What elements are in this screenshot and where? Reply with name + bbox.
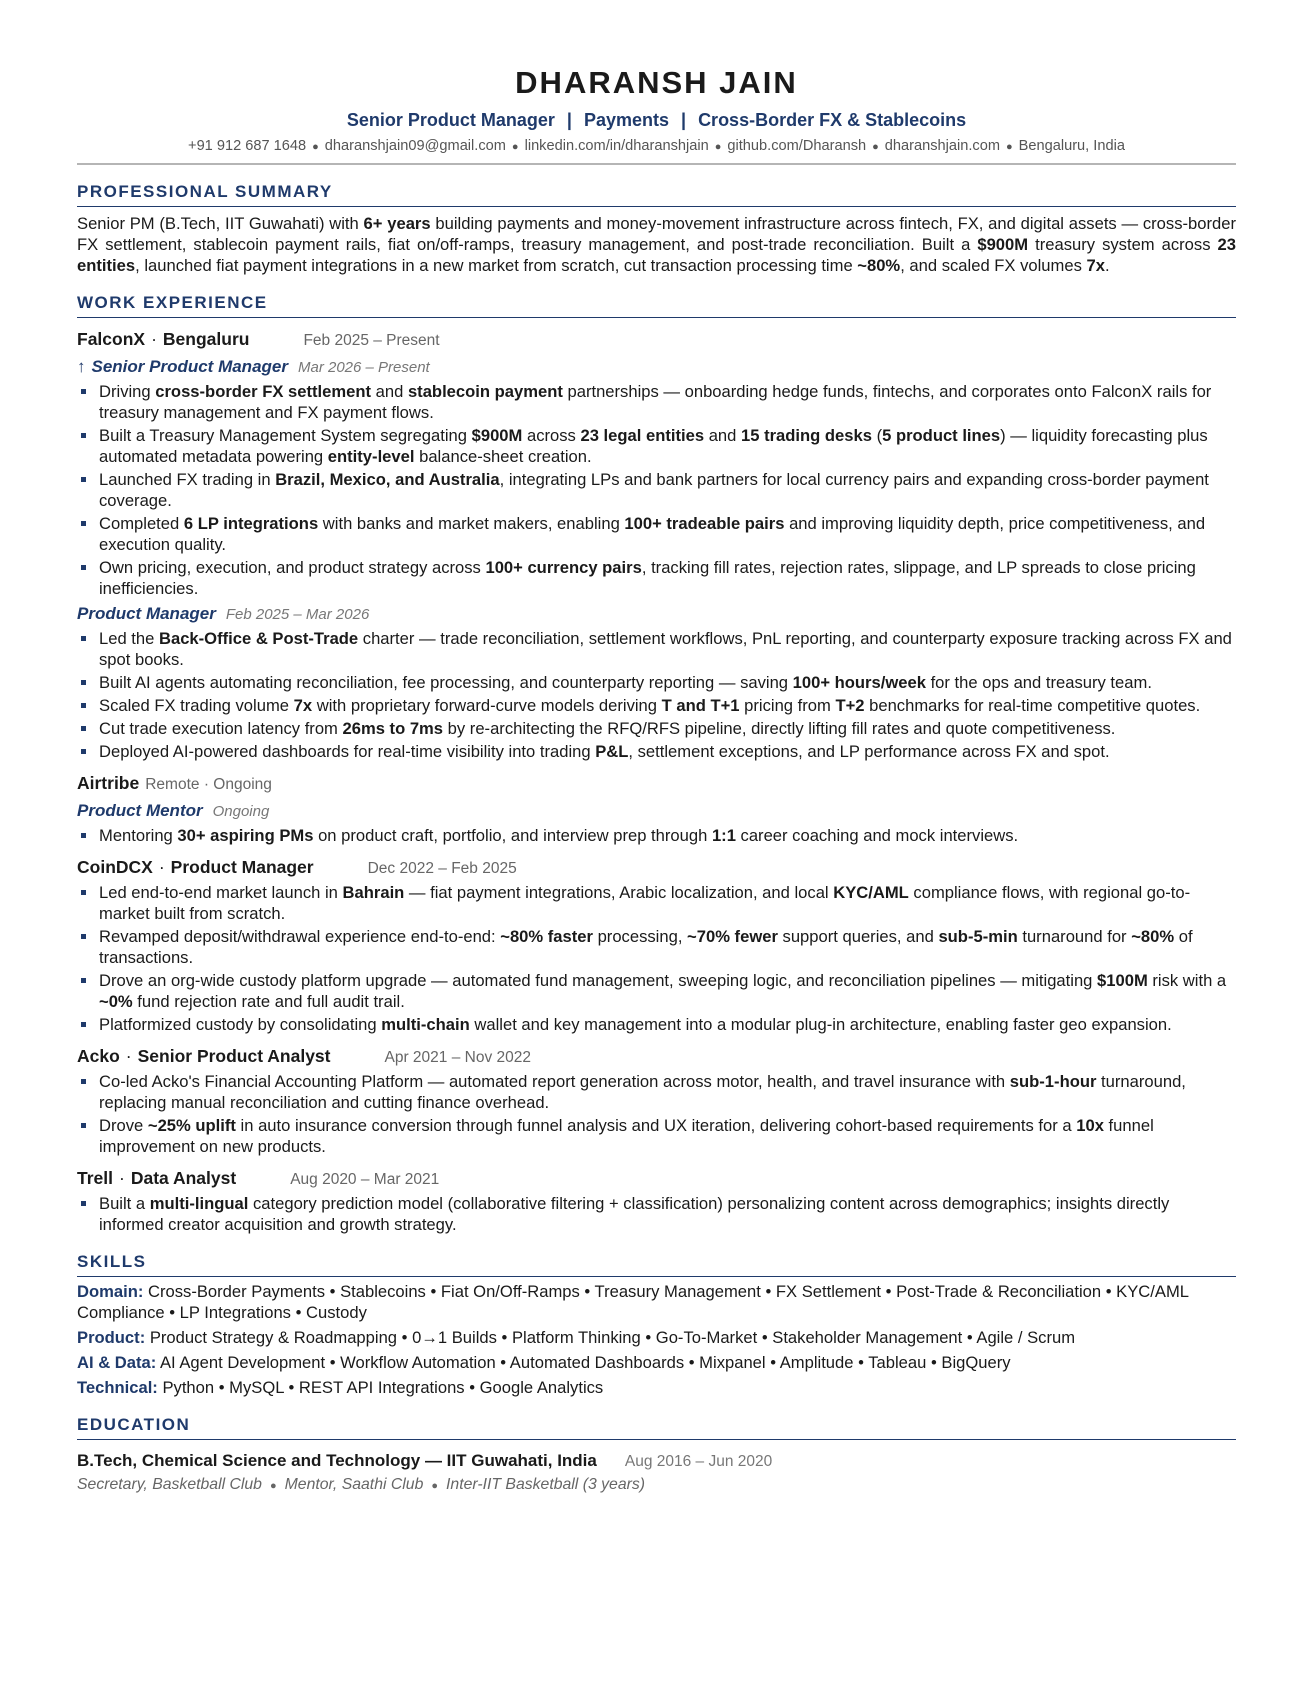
- company-name: CoinDCX: [77, 857, 153, 877]
- job-header: [77, 772, 1236, 796]
- text: across: [522, 426, 581, 445]
- text: Cut trade execution latency from: [99, 719, 343, 738]
- headline-role: Senior Product Manager: [346, 110, 555, 130]
- bullet-list: [77, 882, 1236, 1035]
- skill-items: Product Strategy & Roadmapping • 0→1 Builds • Platform Thinking • Go-To-Market • Stakeholder Management • Agile / Scrum: [145, 1328, 1076, 1347]
- bold-text: 100+ currency pairs: [485, 558, 642, 577]
- bullet-item: [77, 469, 1236, 511]
- headline-separator: |: [681, 110, 687, 130]
- bold-text: T+2: [835, 696, 865, 715]
- text: balance-sheet creation.: [414, 447, 592, 466]
- text: for the ops and treasury team.: [925, 673, 1152, 692]
- bullet-item: [77, 926, 1236, 968]
- job-title: Senior Product Analyst: [137, 1046, 331, 1066]
- section-title-education: EDUCATION: [77, 1414, 1236, 1440]
- professional-summary: [77, 213, 1236, 276]
- education-dates: Aug 2016 – Jun 2020: [624, 1453, 773, 1470]
- bullet-item: [77, 628, 1236, 670]
- bold-text: multi-lingual: [149, 1194, 249, 1213]
- bold-text: sub-1-hour: [1009, 1072, 1097, 1091]
- skill-category: Domain:: [77, 1282, 144, 1301]
- bold-text: 100+ hours/week: [792, 673, 926, 692]
- bullet-list: [77, 628, 1236, 762]
- text: Completed: [99, 514, 184, 533]
- bold-text: 5 product lines: [882, 426, 1001, 445]
- text: career coaching and mock interviews.: [735, 826, 1019, 845]
- text: Deployed AI-powered dashboards for real-time visibility into trading: [99, 742, 596, 761]
- bold-text: 7x: [293, 696, 313, 715]
- headline: [77, 108, 1236, 132]
- bold-text: 100+ tradeable pairs: [624, 514, 785, 533]
- contact-separator: ●: [714, 141, 722, 153]
- text: pricing from: [739, 696, 836, 715]
- text: wallet and key management into a modular plug-in architecture, enabling faster geo expansion.: [469, 1015, 1172, 1034]
- bold-text: 10x: [1076, 1116, 1104, 1135]
- contact-separator: ●: [1005, 141, 1013, 153]
- bold-text: ~80%: [857, 256, 901, 275]
- skill-line: [77, 1377, 1236, 1398]
- text: Senior PM (B.Tech, IIT Guwahati) with: [77, 214, 364, 233]
- text: Co-led Acko's Financial Accounting Platform — automated report generation across motor, health, and travel insurance with: [99, 1072, 1010, 1091]
- text: category prediction model (collaborative filtering + classification) personalizing content across demographics; insights directly informed creator acquisition and growth strategy.: [99, 1194, 1170, 1234]
- text: Led end-to-end market launch in: [99, 883, 343, 902]
- skill-category: Product:: [77, 1328, 146, 1347]
- bold-text: Brazil, Mexico, and Australia: [275, 470, 500, 489]
- contact-line: [77, 136, 1236, 157]
- role-header: [77, 800, 1236, 823]
- company-name: Acko: [77, 1046, 120, 1066]
- promotion-arrow-icon: ↑: [77, 357, 86, 376]
- role-dates: Mar 2026 – Present: [297, 359, 430, 376]
- text: , and scaled FX volumes: [900, 256, 1087, 275]
- job-title: Data Analyst: [130, 1168, 237, 1188]
- skill-line: [77, 1281, 1236, 1323]
- bold-text: 15 trading desks: [741, 426, 872, 445]
- role-header: [77, 603, 1236, 626]
- bold-text: 23 entities: [77, 235, 1236, 275]
- skill-category: Technical:: [77, 1378, 158, 1397]
- section-title-skills: SKILLS: [77, 1251, 1236, 1277]
- bold-text: 1:1: [711, 826, 736, 845]
- text: charter — trade reconciliation, settlement workflows, PnL reporting, and counterparty exposure tracking across FX and spot books.: [99, 629, 1232, 669]
- bullet-item: [77, 513, 1236, 555]
- work-experience-list: [77, 328, 1236, 1235]
- text: Own pricing, execution, and product strategy across: [99, 558, 486, 577]
- job-header: [77, 328, 1236, 352]
- text: turnaround for: [1017, 927, 1132, 946]
- bullet-item: [77, 695, 1236, 716]
- text: by re-architecting the RFQ/RFS pipeline, directly lifting fill rates and quote competitiveness.: [443, 719, 1116, 738]
- skill-items: Python • MySQL • REST API Integrations • Google Analytics: [157, 1378, 604, 1397]
- text: and: [371, 382, 408, 401]
- bold-text: 26ms to 7ms: [342, 719, 444, 738]
- bold-text: 30+ aspiring PMs: [177, 826, 314, 845]
- job-dates: Dec 2022 – Feb 2025: [367, 860, 517, 877]
- bullet-list: [77, 1071, 1236, 1157]
- bullet-item: [77, 882, 1236, 924]
- contact-item: +91 912 687 1648: [188, 138, 307, 154]
- text: benchmarks for real-time competitive quotes.: [864, 696, 1201, 715]
- bullet-item: [77, 718, 1236, 739]
- text: with proprietary forward-curve models deriving: [312, 696, 662, 715]
- text: , integrating LPs and bank partners for local currency pairs and expanding cross-border payment coverage.: [99, 470, 1209, 510]
- text: support queries, and: [777, 927, 939, 946]
- text: of transactions.: [99, 927, 1193, 967]
- role-dates: Feb 2025 – Mar 2026: [225, 606, 370, 623]
- skill-category: AI & Data:: [77, 1353, 157, 1372]
- text: building payments and money-movement infrastructure across fintech, FX, and digital assets — cross-border FX settlement, stablecoin payment rails, fiat on/off-ramps, treasury management, and post-trade reconciliation. Built a: [77, 214, 1236, 254]
- text: partnerships — onboarding hedge funds, fintechs, and corporates onto FalconX rails for treasury management and FX payment flows.: [99, 382, 1212, 422]
- bullet-item: [77, 1115, 1236, 1157]
- text: (: [871, 426, 883, 445]
- job-dates: Aug 2020 – Mar 2021: [290, 1171, 440, 1188]
- header-divider: [77, 163, 1236, 165]
- text: Scaled FX trading volume: [99, 696, 294, 715]
- job-title: Bengaluru: [162, 329, 250, 349]
- bold-text: $900M: [471, 426, 523, 445]
- section-title-experience: WORK EXPERIENCE: [77, 292, 1236, 318]
- text: processing,: [592, 927, 688, 946]
- text: turnaround, replacing manual reconciliation and cutting finance overhead.: [99, 1072, 1186, 1112]
- role-header: [77, 356, 1236, 379]
- separator: ·: [119, 1168, 125, 1188]
- activity-separator: ●: [269, 1480, 277, 1492]
- contact-separator: ●: [312, 141, 319, 153]
- job-dates: Apr 2021 – Nov 2022: [384, 1049, 531, 1066]
- activity-item: Secretary, Basketball Club: [77, 1476, 262, 1493]
- bullet-list: [77, 381, 1236, 599]
- role-title: Senior Product Manager: [91, 357, 288, 376]
- company-name: Trell: [77, 1168, 113, 1188]
- separator: ·: [125, 1046, 132, 1066]
- text: Built AI agents automating reconciliation, fee processing, and counterparty reporting — saving: [99, 673, 793, 692]
- text: Drove: [99, 1116, 148, 1135]
- bold-text: stablecoin payment: [407, 382, 563, 401]
- bold-text: 23 legal entities: [580, 426, 705, 445]
- text: with banks and market makers, enabling: [318, 514, 625, 533]
- education-entry: [77, 1450, 1236, 1472]
- bold-text: KYC/AML: [833, 883, 909, 902]
- bullet-item: [77, 741, 1236, 762]
- activity-separator: ●: [431, 1480, 439, 1492]
- text: Mentoring: [99, 826, 178, 845]
- text: funnel improvement on new products.: [99, 1116, 1154, 1156]
- headline-separator: |: [566, 110, 572, 130]
- bold-text: ~25% uplift: [147, 1116, 236, 1135]
- education-activities: [77, 1474, 1236, 1497]
- text: and: [704, 426, 741, 445]
- text: Led the: [99, 629, 159, 648]
- candidate-name: DHARANSH JAIN: [515, 65, 798, 100]
- bold-text: sub-5-min: [938, 927, 1018, 946]
- contact-item: dharanshjain.com: [884, 138, 1000, 154]
- job-header: [77, 1045, 1236, 1069]
- skills-list: [77, 1281, 1236, 1398]
- text: ) — liquidity forecasting plus automated metadata powering: [99, 426, 1208, 466]
- headline-specialty: Cross-Border FX & Stablecoins: [698, 110, 967, 130]
- bold-text: 6 LP integrations: [183, 514, 319, 533]
- skill-line: [77, 1327, 1236, 1348]
- bullet-list: [77, 825, 1236, 846]
- role-title: Product Manager: [77, 604, 216, 623]
- bold-text: Back-Office & Post-Trade: [158, 629, 359, 648]
- text: Built a Treasury Management System segregating: [99, 426, 472, 445]
- text: , tracking fill rates, rejection rates, slippage, and LP spreads to close pricing inefficiencies.: [99, 558, 1196, 598]
- text: Built a: [99, 1194, 150, 1213]
- bullet-item: [77, 557, 1236, 599]
- bold-text: P&L: [595, 742, 629, 761]
- contact-separator: ●: [511, 141, 519, 153]
- section-title-summary: PROFESSIONAL SUMMARY: [77, 181, 1236, 207]
- contact-item: dharanshjain09@gmail.com: [324, 138, 506, 154]
- contact-separator: ●: [872, 141, 879, 153]
- company-name: Airtribe: [77, 773, 140, 793]
- bold-text: $100M: [1097, 971, 1148, 990]
- bold-text: Bahrain: [342, 883, 405, 902]
- text: fund rejection rate and full audit trail.: [132, 992, 405, 1011]
- bold-text: entity-level: [327, 447, 415, 466]
- bold-text: T and T+1: [661, 696, 740, 715]
- bullet-item: [77, 672, 1236, 693]
- text: , launched fiat payment integrations in a new market from scratch, cut transaction processing time: [135, 256, 858, 275]
- bold-text: cross-border FX settlement: [155, 382, 372, 401]
- bold-text: 6+ years: [363, 214, 431, 233]
- text: — fiat payment integrations, Arabic localization, and local: [404, 883, 834, 902]
- bullet-item: [77, 425, 1236, 467]
- separator: ·: [151, 329, 157, 349]
- bold-text: ~0%: [99, 992, 133, 1011]
- text: , settlement exceptions, and LP performance across FX and spot.: [628, 742, 1110, 761]
- text: Revamped deposit/withdrawal experience end-to-end:: [99, 927, 501, 946]
- bold-text: ~70% fewer: [687, 927, 778, 946]
- job-title: Product Manager: [170, 857, 314, 877]
- bullet-list: [77, 1193, 1236, 1235]
- role-title: Product Mentor: [77, 801, 203, 820]
- activity-item: Inter-IIT Basketball (3 years): [446, 1476, 646, 1493]
- job-header: [77, 1167, 1236, 1191]
- bold-text: ~80% faster: [500, 927, 593, 946]
- activity-item: Mentor, Saathi Club: [284, 1476, 424, 1493]
- bold-text: multi-chain: [381, 1015, 470, 1034]
- text: Drove an org-wide custody platform upgrade — automated fund management, sweeping logic, and reconciliation pipelines — mitigating: [99, 971, 1098, 990]
- text: .: [1104, 256, 1110, 275]
- separator: ·: [158, 857, 165, 877]
- text: on product craft, portfolio, and interview prep through: [313, 826, 712, 845]
- job-dates: Feb 2025 – Present: [303, 332, 440, 349]
- text: Platformized custody by consolidating: [99, 1015, 382, 1034]
- bullet-item: [77, 970, 1236, 1012]
- bold-text: ~80%: [1131, 927, 1175, 946]
- job-header: [77, 856, 1236, 880]
- bullet-item: [77, 1193, 1236, 1235]
- company-name: FalconX: [77, 329, 146, 349]
- bullet-item: [77, 1014, 1236, 1035]
- text: and improving liquidity depth, price competitiveness, and execution quality.: [99, 514, 1206, 554]
- text: compliance flows, with regional go-to-market built from scratch.: [99, 883, 1191, 923]
- skill-line: [77, 1352, 1236, 1373]
- degree: B.Tech, Chemical Science and Technology — IIT Guwahati, India: [77, 1451, 597, 1470]
- text: Driving: [99, 382, 156, 401]
- text: treasury system across: [1028, 235, 1218, 254]
- contact-item: github.com/Dharansh: [727, 138, 867, 154]
- text: in auto insurance conversion through funnel analysis and UX iteration, delivering cohort-based requirements for a: [235, 1116, 1077, 1135]
- contact-item: Bengaluru, India: [1018, 138, 1125, 154]
- bullet-item: [77, 825, 1236, 846]
- bold-text: $900M: [977, 235, 1029, 254]
- text: Launched FX trading in: [99, 470, 276, 489]
- role-dates: Ongoing: [212, 803, 270, 820]
- bold-text: 7x: [1086, 256, 1105, 275]
- skill-items: AI Agent Development • Workflow Automation • Automated Dashboards • Mixpanel • Amplitude • Tableau • BigQuery: [156, 1353, 1011, 1372]
- bullet-item: [77, 1071, 1236, 1113]
- skill-items: Cross-Border Payments • Stablecoins • Fiat On/Off-Ramps • Treasury Management • FX Settlement • Post-Trade & Reconciliation • KYC/AML Compliance • LP Integrations • Custody: [77, 1282, 1189, 1322]
- text: risk with a: [1147, 971, 1227, 990]
- contact-item: linkedin.com/in/dharanshjain: [524, 138, 709, 154]
- job-location: Remote · Ongoing: [145, 776, 272, 793]
- bullet-item: [77, 381, 1236, 423]
- headline-domain: Payments: [583, 110, 670, 130]
